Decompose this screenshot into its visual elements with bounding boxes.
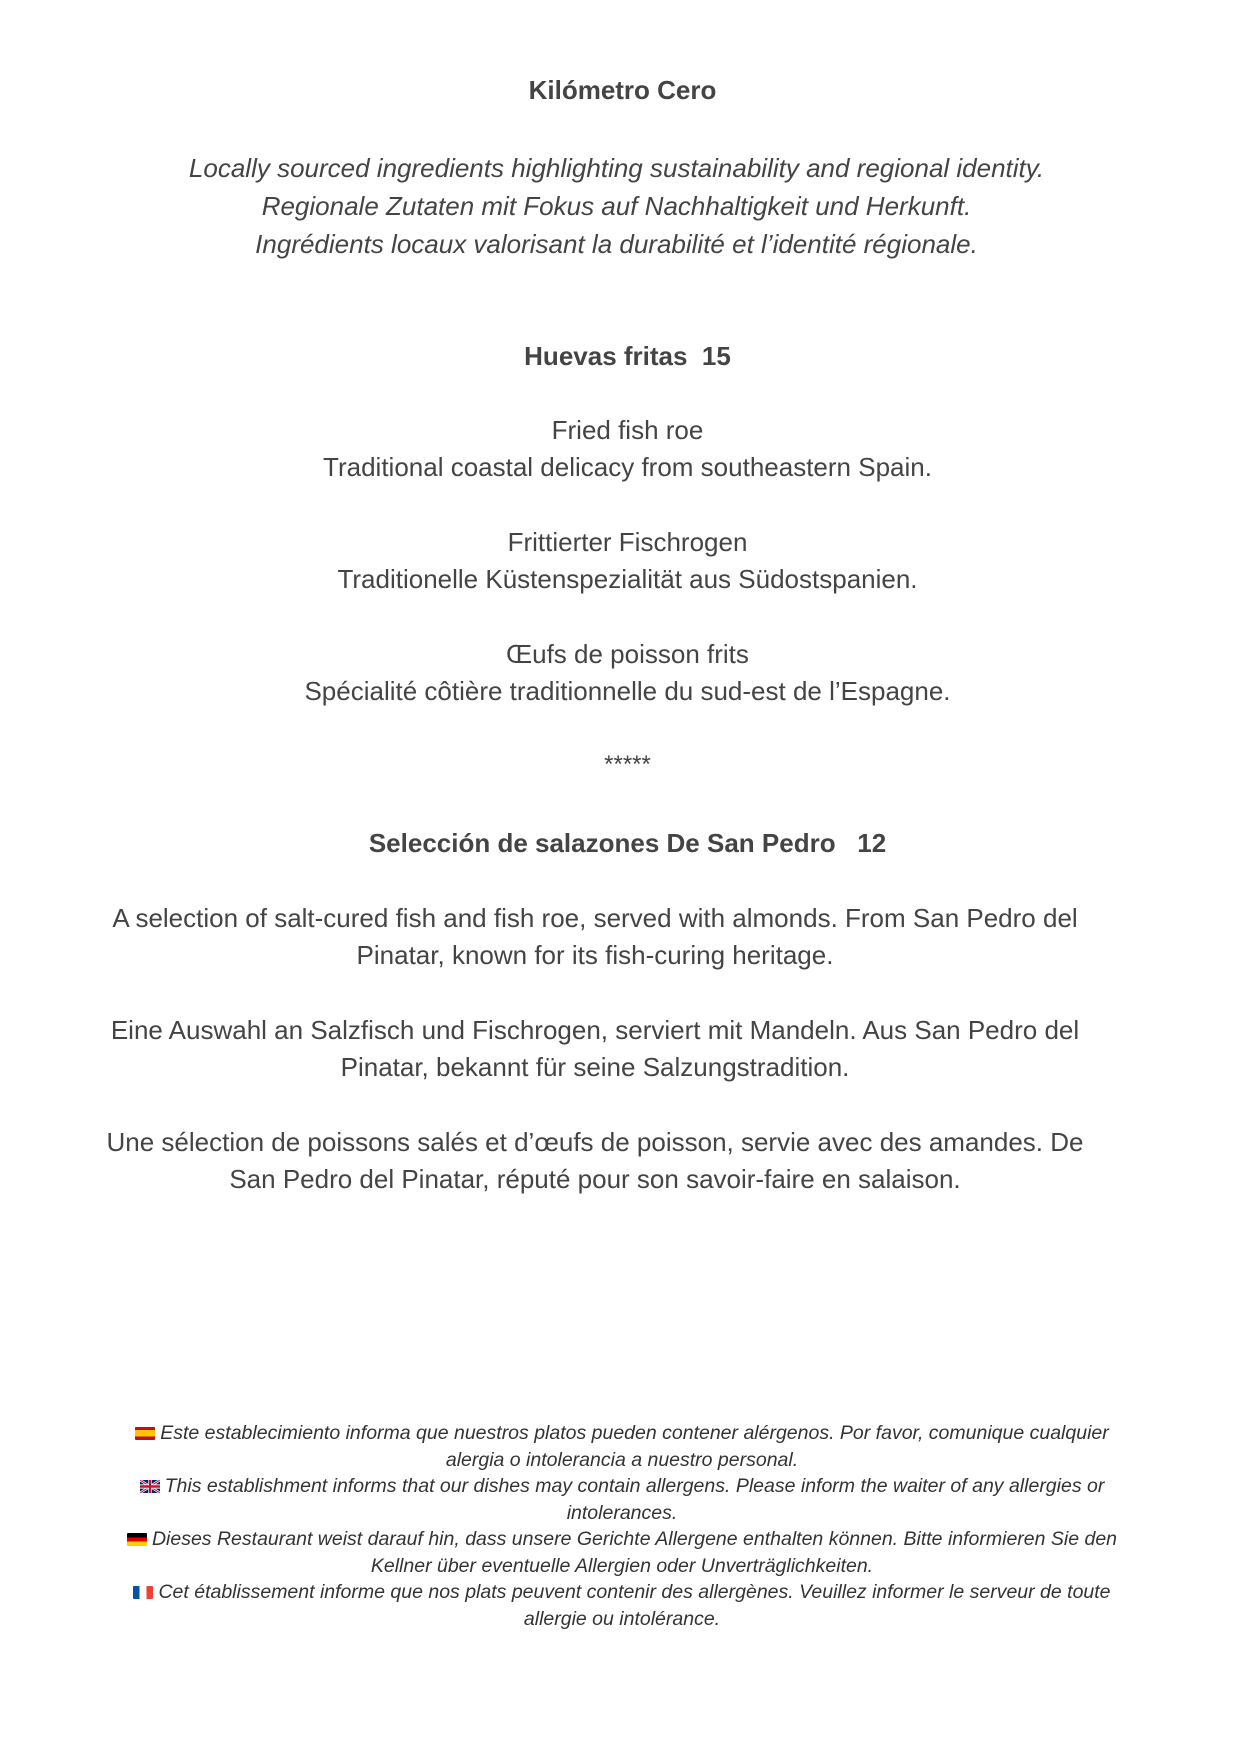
translation-fr <box>7 636 1241 710</box>
intro-line-de: Regionale Zutaten mit Fokus auf Nachhaltigkeit und Herkunft. <box>261 191 972 221</box>
dish-name: Huevas fritas <box>524 341 688 371</box>
translation-title: Œufs de poisson frits <box>506 639 749 669</box>
allergen-notice <box>110 1420 1134 1632</box>
section-title: Kilómetro Cero <box>528 75 717 105</box>
dish-heading-huevas-fritas <box>7 340 1241 372</box>
translation-de <box>7 524 1241 598</box>
description-fr: Une sélection de poissons salés et d’œufs de poisson, servie avec des amandes. De San Pedro del Pinatar, réputé pour son savoir-faire en salaison. <box>106 1127 1084 1194</box>
translation-title: Frittierter Fischrogen <box>507 527 748 557</box>
translation-description: Spécialité côtière traditionnelle du sud-est de l’Espagne. <box>304 676 951 706</box>
dish-price: 15 <box>701 341 731 371</box>
translation-title: Fried fish roe <box>551 415 704 445</box>
allergen-notice-fr <box>110 1579 1134 1632</box>
allergen-text: Dieses Restaurant weist darauf hin, dass unsere Gerichte Allergene enthalten können. Bitte informieren Sie den Kellner über eventuelle Allergien oder Unverträglichkeiten. <box>151 1528 1118 1577</box>
dish-price: 12 <box>857 828 887 858</box>
germany-flag-icon <box>127 1533 147 1546</box>
allergen-notice-es <box>110 1420 1134 1473</box>
allergen-notice-en <box>110 1473 1134 1526</box>
dish-descriptions-salazones <box>80 900 1110 1236</box>
translation-description: Traditionelle Küstenspezialität aus Südostspanien. <box>337 564 918 594</box>
section-intro <box>0 149 1237 263</box>
translation-en <box>7 412 1241 486</box>
intro-line-en: Locally sourced ingredients highlighting sustainability and regional identity. <box>188 153 1045 183</box>
dish-separator: ***** <box>604 751 651 778</box>
spain-flag-icon <box>135 1427 155 1440</box>
france-flag-icon <box>133 1586 153 1599</box>
allergen-text: This establishment informs that our dishes may contain allergens. Please inform the waiter of any allergies or intolerances. <box>164 1475 1105 1524</box>
allergen-notice-de <box>110 1526 1134 1579</box>
allergen-text: Este establecimiento informa que nuestros platos pueden contener alérgenos. Por favor, comunique cualquier alergia o intolerancia a nuestro personal. <box>160 1422 1109 1471</box>
description-en: A selection of salt-cured fish and fish roe, served with almonds. From San Pedro del Pinatar, known for its fish-curing heritage. <box>112 903 1078 970</box>
description-de: Eine Auswahl an Salzfisch und Fischrogen, serviert mit Mandeln. Aus San Pedro del Pinatar, bekannt für seine Salzungstradition. <box>110 1015 1080 1082</box>
uk-flag-icon <box>140 1480 160 1493</box>
dish-heading-salazones <box>7 827 1241 859</box>
dish-name: Selección de salazones De San Pedro <box>368 828 836 858</box>
dish-translations-huevas-fritas <box>7 412 1241 748</box>
allergen-text: Cet établissement informe que nos plats peuvent contenir des allergènes. Veuillez informer le serveur de toute allergie ou intolérance. <box>158 1581 1111 1630</box>
intro-line-fr: Ingrédients locaux valorisant la durabilité et l’identité régionale. <box>255 229 978 259</box>
translation-description: Traditional coastal delicacy from southeastern Spain. <box>323 452 932 482</box>
